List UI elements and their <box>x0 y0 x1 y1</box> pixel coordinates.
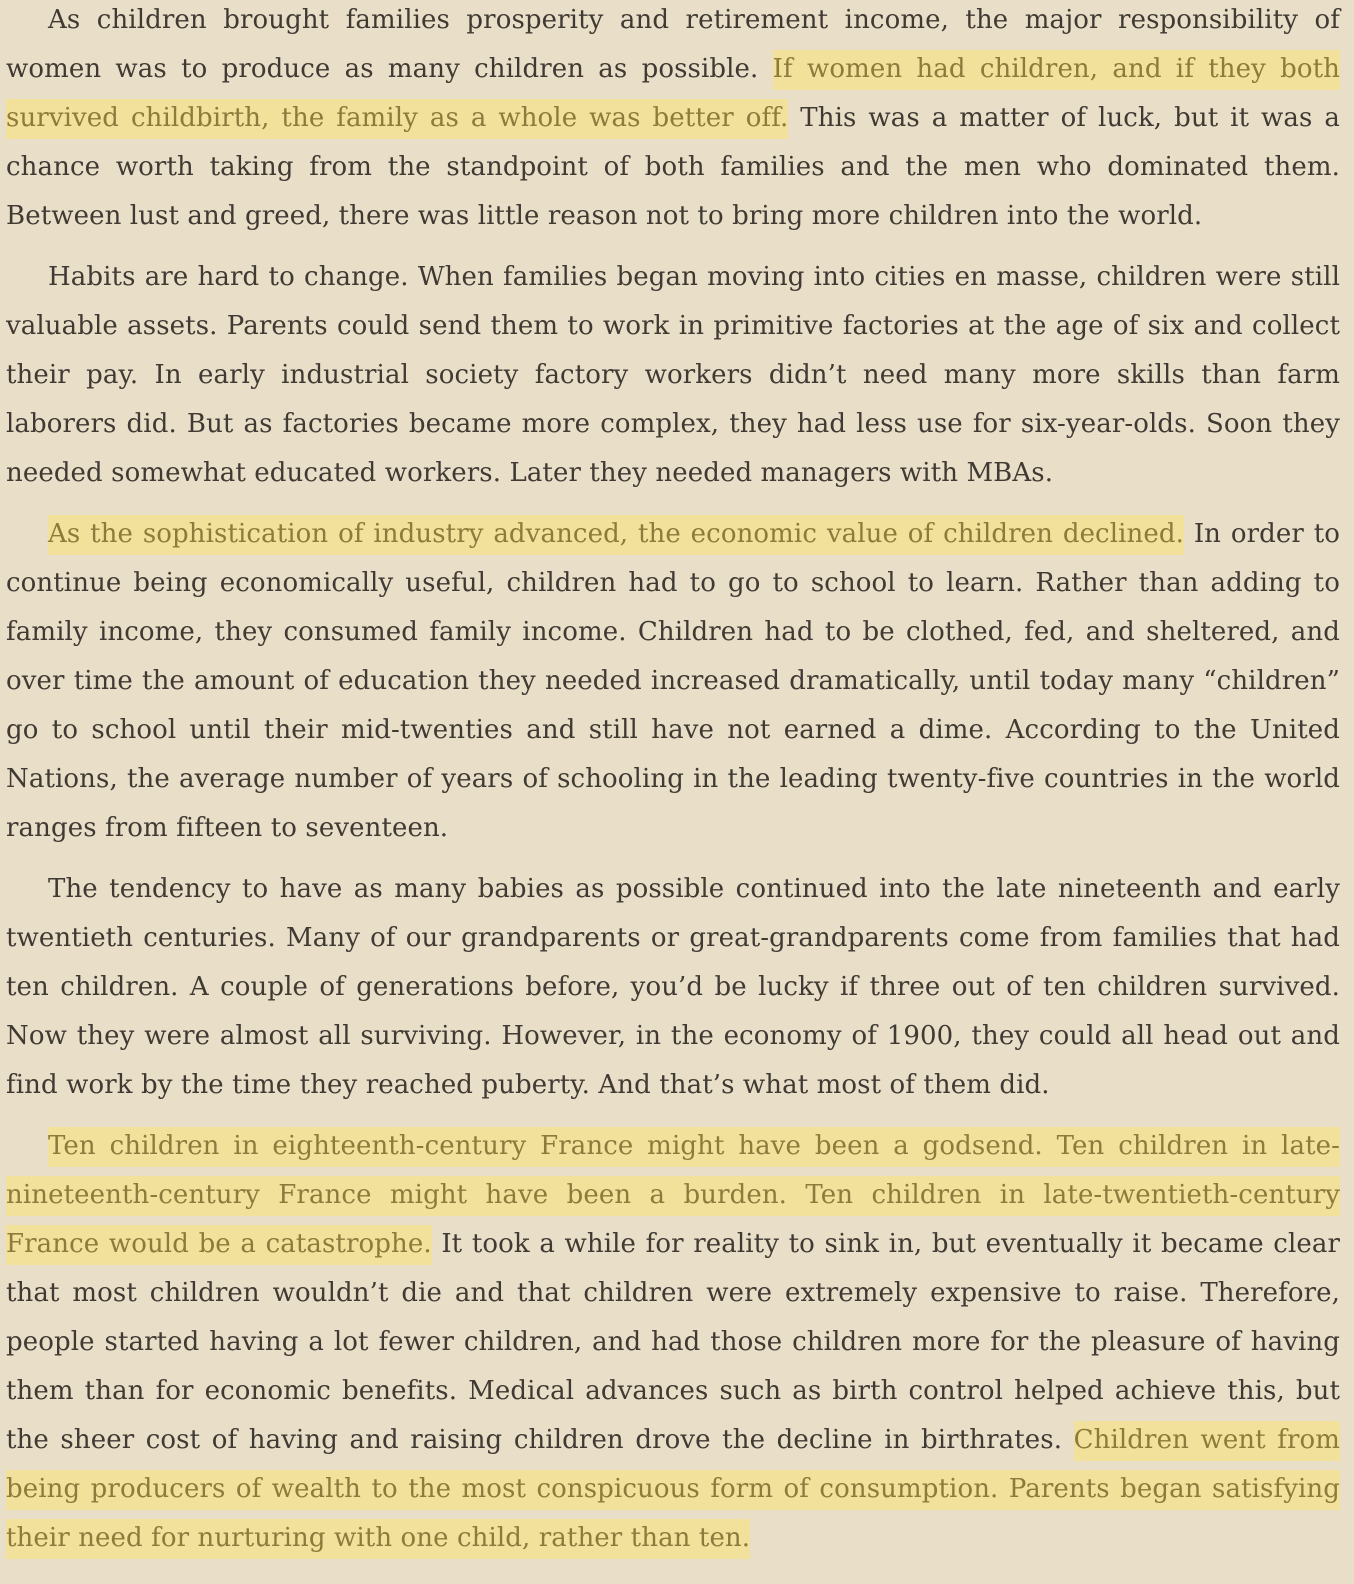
highlighted-passage[interactable]: As the sophistication of industry advanced, the economic value of children declined. <box>48 515 1184 555</box>
text-segment: It took a while for reality to sink in, but eventually it became clear that most children wouldn’t die and that children were extremely expensive to raise. Therefore, people started having a lot fewer children, and had those children more for the pleasure of having them than for economic benefits. Medical advances such as birth control helped achieve this, but the sheer cost of having and raising children drove the decline in birthrates. <box>6 1229 1341 1455</box>
paragraph-5 <box>6 1122 1340 1563</box>
text-segment: Habits are hard to change. When families began moving into cities en masse, children were still valuable assets. Parents could send them to work in primitive factories at the age of six and collect their pay. In early industrial society factory workers didn’t need many more skills than farm laborers did. But as factories became more complex, they had less use for six-year-olds. Soon they needed somewhat educated workers. Later they needed managers with MBAs. <box>6 262 1340 488</box>
paragraph-3 <box>6 510 1340 853</box>
paragraph-4 <box>6 865 1340 1110</box>
text-segment: The tendency to have as many babies as possible continued into the late nineteenth and early twentieth centuries. Many of our grandparents or great-grandparents come from families that had ten children. A couple of generations before, you’d be lucky if three out of ten children survived. Now they were almost all surviving. However, in the economy of 1900, they could all head out and find work by the time they reached puberty. And that’s what most of them did. <box>6 874 1340 1100</box>
highlighted-passage[interactable]: Ten children in eighteenth-century France might have been a godsend. Ten children in late-nineteenth-century France might have been a burden. Ten children in late-twentieth-century France would be a catastrophe. <box>6 1127 1340 1265</box>
highlighted-passage[interactable]: If women had children, and if they both survived childbirth, the family as a whole was better off. <box>6 50 1340 139</box>
text-segment: In order to continue being economically useful, children had to go to school to learn. Rather than adding to family income, they consumed family income. Children had to be clothed, fed, and sheltered, and over time the amount of education they needed increased dramatically, until today many “children” go to school until their mid-twenties and still have not earned a dime. According to the United Nations, the average number of years of schooling in the leading twenty-five countries in the world ranges from fifteen to seventeen. <box>6 519 1341 843</box>
text-segment: As children brought families prosperity and retirement income, the major responsibility of women was to produce as many children as possible. <box>6 5 1340 84</box>
text-segment: This was a matter of luck, but it was a chance worth taking from the standpoint of both families and the men who dominated them. Between lust and greed, there was little reason not to bring more children into the world. <box>6 103 1340 231</box>
paragraph-1 <box>6 0 1340 241</box>
highlighted-passage[interactable]: Children went from being producers of wealth to the most conspicuous form of consumption. Parents began satisfying their need for nurturing with one child, rather than ten. <box>6 1421 1340 1559</box>
paragraph-2 <box>6 253 1340 498</box>
